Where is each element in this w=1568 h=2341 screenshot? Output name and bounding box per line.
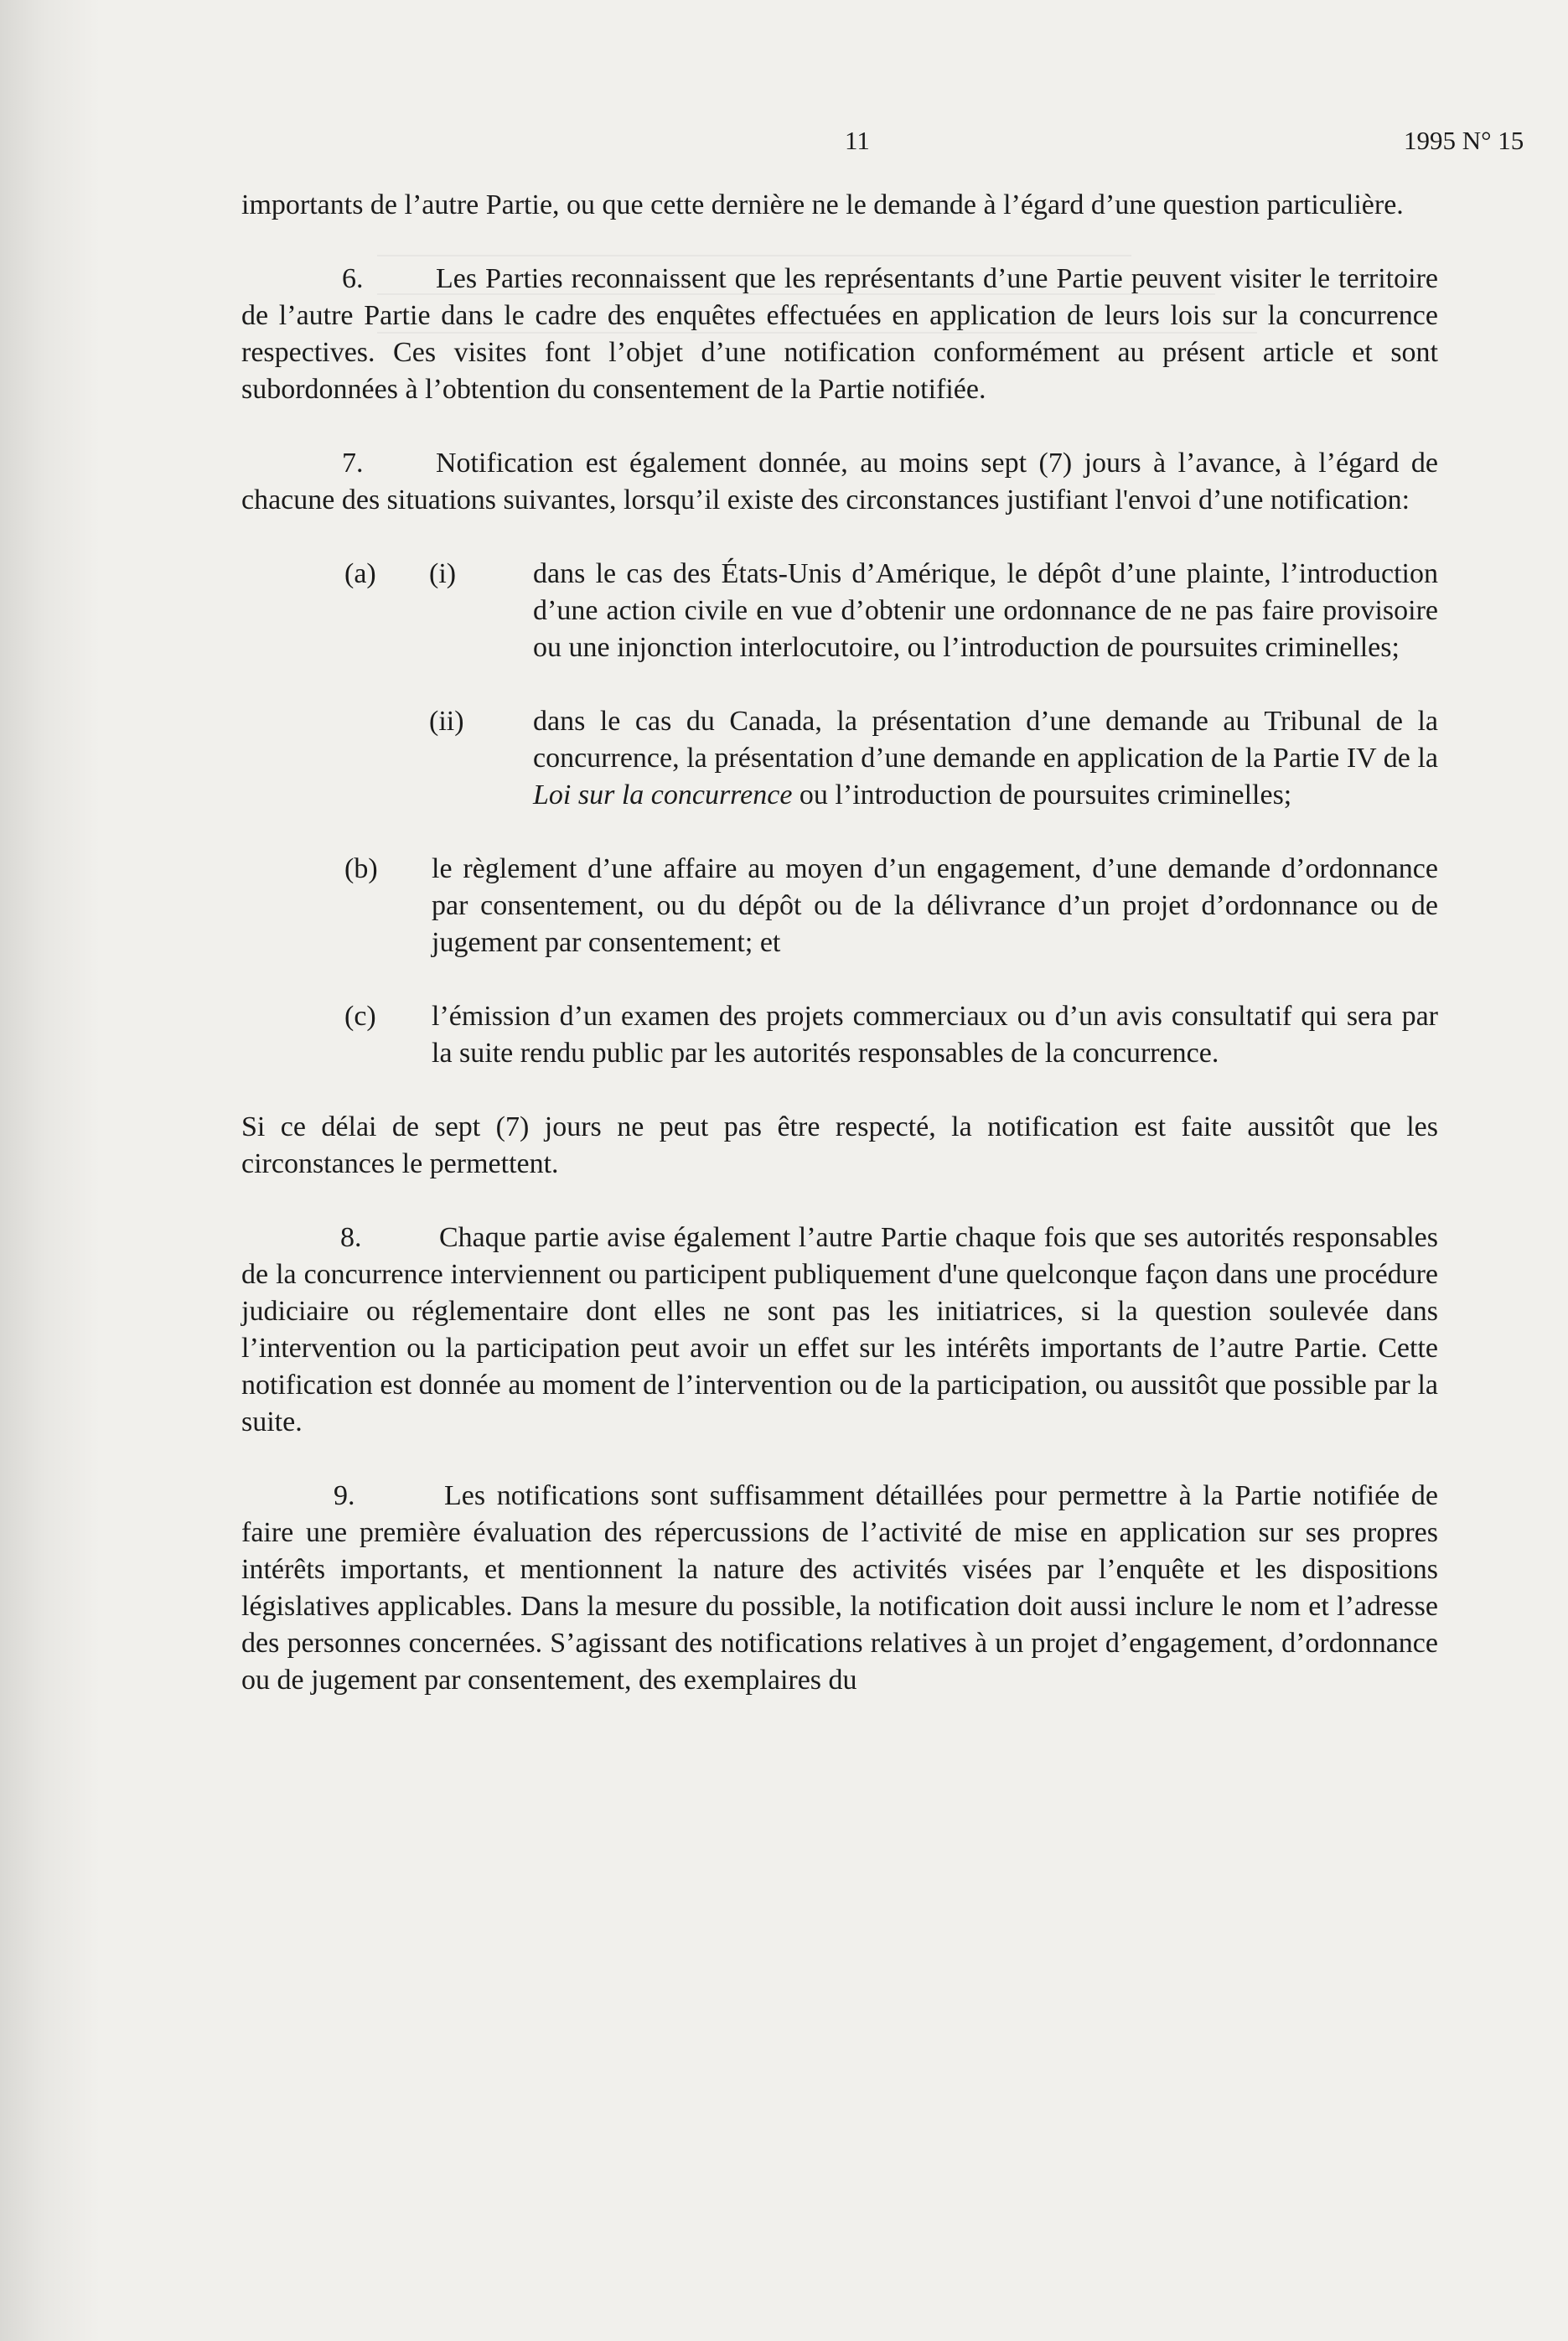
paragraph-intro: importants de l’autre Partie, ou que cette dernière ne le demande à l’égard d’une question particulière. <box>241 189 1404 220</box>
paragraph-delay: Si ce délai de sept (7) jours ne peut pas être respecté, la notification est faite aussitôt que les circonstances le permettent. <box>241 1111 1438 1179</box>
paragraph-text: Les notifications sont suffisamment détaillées pour permettre à la Partie notifiée de faire une première évaluation des répercussions de l’activité de mise en application sur ses propres intérêts importants, et mentionnent la nature des activités visées par l’enquête et les dispositions législatives applicables. Dans la mesure du possible, la notification doit aussi inclure le nom et l’adresse des personnes concernées. S’agissant des notifications relatives à un projet d’engagement, d’ordonnance ou de jugement par consentement, des exemplaires du <box>241 1480 1438 1696</box>
list-item-c <box>241 998 1438 1072</box>
page-header <box>0 126 1568 168</box>
paragraph-6 <box>241 261 1438 408</box>
page-edge-shadow <box>0 0 101 2341</box>
paragraph-text: Les Parties reconnaissent que les représentants d’une Partie peuvent visiter le territoire de l’autre Partie dans le cadre des enquêtes effectuées en application de leurs lois sur la concurrence respectives. Ces visites font l’objet d’une notification conformément au présent article et sont subordonnées à l’obtention du consentement de la Partie notifiée. <box>241 263 1438 405</box>
paragraph-8 <box>241 1220 1438 1441</box>
page-number: 11 <box>845 126 870 155</box>
list-item-a-i <box>241 556 1438 666</box>
item-label: (c) <box>344 1001 376 1032</box>
paragraph-7 <box>241 445 1438 519</box>
document-reference: 1995 N° 15 <box>1404 126 1524 155</box>
paragraph-number: 7. <box>342 448 364 479</box>
subitem-label: (i) <box>429 558 457 589</box>
document-body <box>241 187 1438 1699</box>
paragraph-text: Chaque partie avise également l’autre Partie chaque fois que ses autorités responsables de la concurrence interviennent ou participent publiquement d'une quelconque façon dans une procédure judiciaire ou réglementaire dont elles ne sont pas les initiatrices, si la question soulevée dans l’intervention ou la participation peut avoir un effet sur les intérêts importants de l’autre Partie. Cette notification est donnée au moment de l’intervention ou de la participation, ou aussitôt que possible par la suite. <box>241 1222 1438 1437</box>
list-item-a-ii <box>241 703 1438 814</box>
list-item-b <box>241 851 1438 961</box>
paragraph-number: 6. <box>342 263 364 294</box>
paragraph-number: 9. <box>334 1480 355 1511</box>
paragraph-text: Notification est également donnée, au moins sept (7) jours à l’avance, à l’égard de chacune des situations suivantes, lorsqu’il existe des circonstances justifiant l'envoi d’une notification: <box>241 448 1438 515</box>
statute-title: Loi sur la concurrence <box>533 779 793 811</box>
item-label: (a) <box>344 558 376 589</box>
item-text: le règlement d’une affaire au moyen d’un engagement, d’une demande d’ordonnance par consentement, ou du dépôt ou de la délivrance d’un projet d’ordonnance ou de jugement par consentement; et <box>432 853 1438 958</box>
subitem-label: (ii) <box>429 706 464 737</box>
item-label: (b) <box>344 853 378 884</box>
subitem-text-part: dans le cas du Canada, la présentation d’une demande au Tribunal de la concurrence, la présentation d’une demande en application de la Partie IV de la <box>533 706 1438 774</box>
subitem-text: dans le cas des États-Unis d’Amérique, le dépôt d’une plainte, l’introduction d’une action civile en vue d’obtenir une ordonnance de ne pas faire provisoire ou une injonction interlocutoire, ou l’introduction de poursuites criminelles; <box>533 558 1438 663</box>
item-text: l’émission d’un examen des projets commerciaux ou d’un avis consultatif qui sera par la suite rendu public par les autorités responsables de la concurrence. <box>432 1001 1438 1069</box>
paragraph-number: 8. <box>340 1222 362 1253</box>
subitem-text-part: ou l’introduction de poursuites criminelles; <box>792 779 1292 811</box>
paragraph-9 <box>241 1478 1438 1699</box>
subitem-text <box>533 703 1438 814</box>
